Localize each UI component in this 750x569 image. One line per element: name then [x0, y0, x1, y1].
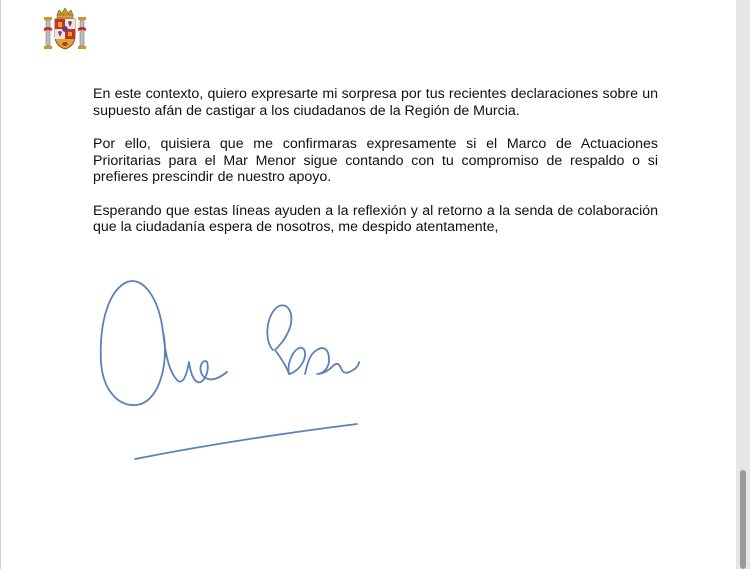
handwritten-signature [91, 270, 381, 470]
scrollbar-thumb[interactable] [740, 470, 746, 569]
paragraph: En este contexto, quiero expresarte mi sorpresa por tus recientes declaraciones sobre un supuesto afán de castigar a los ciudadanos de la Región de Murcia. [93, 86, 658, 119]
paragraph: Esperando que estas líneas ayuden a la reflexión y al retorno a la senda de colaboración que la ciudadanía espera de nosotros, me despido atentamente, [93, 202, 658, 235]
coat-of-arms-icon [41, 6, 89, 54]
vertical-scrollbar[interactable] [736, 0, 750, 569]
letter-body [93, 86, 658, 253]
paragraph: Por ello, quisiera que me confirmaras expresamente si el Marco de Actuaciones Prioritarias para el Mar Menor sigue contando con tu compromiso de respaldo o si prefieres prescindir de nuestro apoyo. [93, 136, 658, 185]
